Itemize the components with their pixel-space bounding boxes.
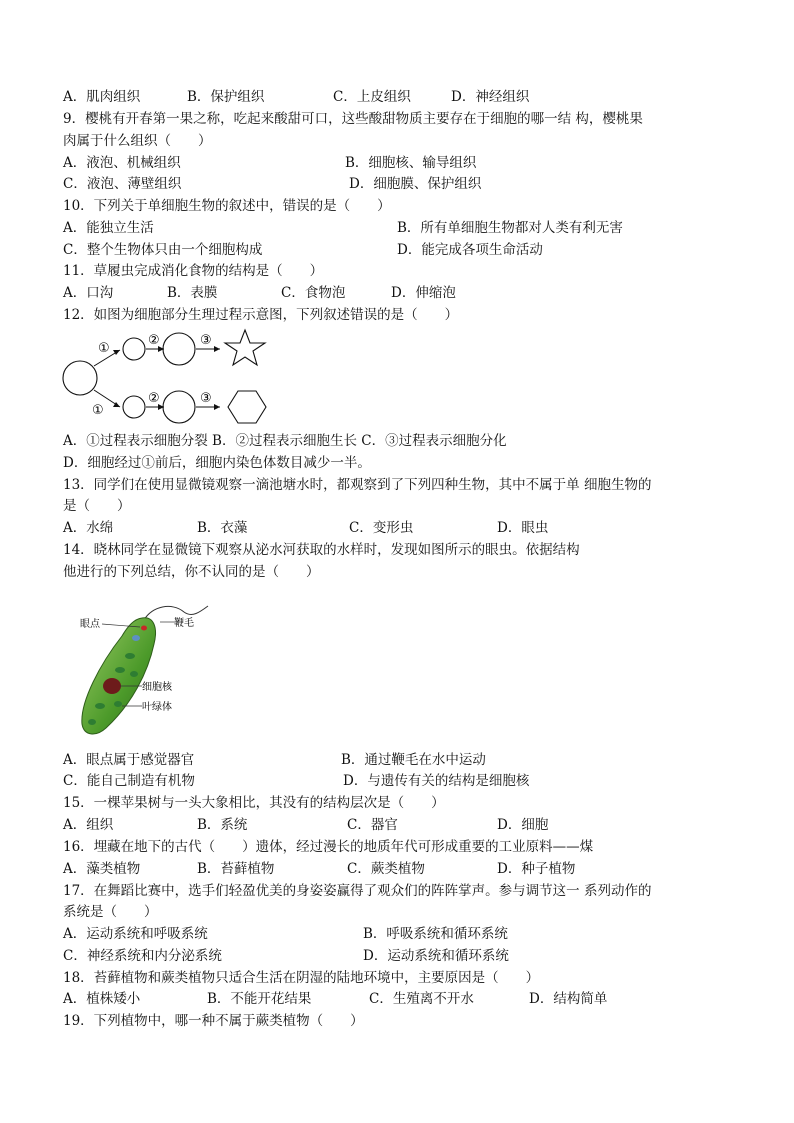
question-stem: 15．一棵苹果树与一头大象相比，其没有的结构层次是（ ） — [63, 795, 445, 811]
euglena-body — [82, 618, 156, 734]
option-c: C．神经系统和内分泌系统 — [63, 948, 222, 964]
question-stem-cont: 系统是（ ） — [63, 904, 158, 920]
question-stem: 19．下列植物中，哪一种不属于蕨类植物（ ） — [63, 1013, 364, 1029]
option-a: A．液泡、机械组织 — [63, 155, 181, 171]
option-b: B．通过鞭毛在水中运动 — [341, 752, 486, 768]
option-a: A．水绵 — [63, 520, 114, 536]
option-c: C．整个生物体只由一个细胞构成 — [63, 242, 263, 258]
step-2-lower-label: ② — [148, 391, 160, 406]
question-stem: 14．晓林同学在显微镜下观察从泌水河获取的水样时，发现如图所示的眼虫。依据结构 — [63, 542, 580, 558]
option-a: A．组织 — [63, 817, 114, 833]
option-c: C．上皮组织 — [333, 89, 411, 105]
option-a: A．藻类植物 — [63, 861, 141, 877]
option-c: C．变形虫 — [349, 520, 414, 536]
question-stem-cont: 是（ ） — [63, 498, 131, 514]
eyespot-label: 眼点 — [80, 619, 100, 630]
option-b: B．所有单细胞生物都对人类有利无害 — [397, 220, 623, 236]
option-b: B．表膜 — [167, 285, 218, 301]
question-stem: 12．如图为细胞部分生理过程示意图，下列叙述错误的是（ ） — [63, 307, 459, 323]
option-a: A．眼点属于感觉器官 — [63, 752, 195, 768]
flagellum-label: 鞭毛 — [174, 618, 194, 629]
options-line-2: D．细胞经过①前后，细胞内染色体数目减少一半。 — [63, 455, 371, 471]
option-d: D．细胞 — [497, 817, 549, 833]
option-b: B．衣藻 — [197, 520, 248, 536]
option-a: A．植株矮小 — [63, 991, 141, 1007]
chloroplast — [125, 653, 135, 659]
option-d: D．运动系统和循环系统 — [363, 948, 509, 964]
option-b: B．保护组织 — [187, 89, 265, 105]
option-a: A．肌肉组织 — [63, 89, 141, 105]
question-stem: 10．下列关于单细胞生物的叙述中，错误的是（ ） — [63, 198, 391, 214]
grown-cell-lower — [163, 391, 195, 423]
hexagon-cell — [228, 391, 266, 423]
question-stem-cont: 肉属于什么组织（ ） — [63, 133, 212, 149]
question-stem: 11．草履虫完成消化食物的结构是（ ） — [63, 263, 324, 279]
option-c: C．能自己制造有机物 — [63, 773, 195, 789]
option-b: B．系统 — [197, 817, 248, 833]
cell-process-diagram — [60, 326, 275, 430]
option-a: A．运动系统和呼吸系统 — [63, 926, 208, 942]
option-d: D．结构简单 — [529, 991, 608, 1007]
parent-cell — [63, 361, 97, 395]
option-a: A．能独立生活 — [63, 220, 154, 236]
options-line-1: A．①过程表示细胞分裂 B．②过程表示细胞生长 C．③过程表示细胞分化 — [63, 433, 507, 449]
grown-cell-upper — [163, 333, 195, 365]
chloroplast-label: 叶绿体 — [142, 702, 172, 713]
question-stem: 9．樱桃有开春第一果之称，吃起来酸甜可口，这些酸甜物质主要存在于细胞的哪一结 构，樱桃果 — [63, 111, 643, 127]
option-c: C．生殖离不开水 — [369, 991, 474, 1007]
small-cell-lower — [123, 396, 145, 418]
small-cell-upper — [123, 338, 145, 360]
option-d: D．细胞膜、保护组织 — [349, 176, 482, 192]
step-3-lower-label: ③ — [200, 391, 212, 406]
option-b: B．细胞核、输导组织 — [345, 155, 477, 171]
option-a: A．口沟 — [63, 285, 114, 301]
option-b: B．苔藓植物 — [197, 861, 275, 877]
eyespot — [141, 626, 147, 631]
option-d: D．能完成各项生命活动 — [397, 242, 543, 258]
step-2-upper-label: ② — [148, 333, 160, 348]
cell-nucleus — [103, 678, 121, 694]
step-3-upper-label: ③ — [200, 333, 212, 348]
option-d: D．神经组织 — [451, 89, 530, 105]
option-d: D．伸缩泡 — [391, 285, 456, 301]
nucleus-label: 细胞核 — [142, 682, 172, 693]
question-stem: 18．苔藓植物和蕨类植物只适合生活在阴湿的陆地环境中，主要原因是（ ） — [63, 970, 540, 986]
question-stem: 17．在舞蹈比赛中，选手们轻盈优美的身姿姿赢得了观众们的阵阵掌声。参与调节这一 系列动作的 — [63, 883, 652, 899]
step-1-upper-label: ① — [98, 341, 110, 356]
question-stem: 16．埋藏在地下的古代（ ）遗体，经过漫长的地质年代可形成重要的工业原料——煤 — [63, 839, 594, 855]
option-c: C．液泡、薄壁组织 — [63, 176, 182, 192]
option-d: D．与遗传有关的结构是细胞核 — [343, 773, 530, 789]
question-stem: 13．同学们在使用显微镜观察一滴池塘水时，都观察到了下列四种生物，其中不属于单 细胞生物的 — [63, 477, 652, 493]
option-d: D．眼虫 — [497, 520, 549, 536]
euglena-figure — [62, 598, 212, 743]
option-b: B．不能开花结果 — [207, 991, 312, 1007]
option-c: C．食物泡 — [281, 285, 346, 301]
option-b: B．呼吸系统和循环系统 — [363, 926, 508, 942]
option-d: D．种子植物 — [497, 861, 576, 877]
option-c: C．器官 — [347, 817, 398, 833]
star-cell — [225, 330, 265, 365]
step-1-lower-label: ① — [92, 403, 104, 418]
question-stem-cont: 他进行的下列总结，你不认同的是（ ） — [63, 564, 320, 580]
option-c: C．蕨类植物 — [347, 861, 425, 877]
